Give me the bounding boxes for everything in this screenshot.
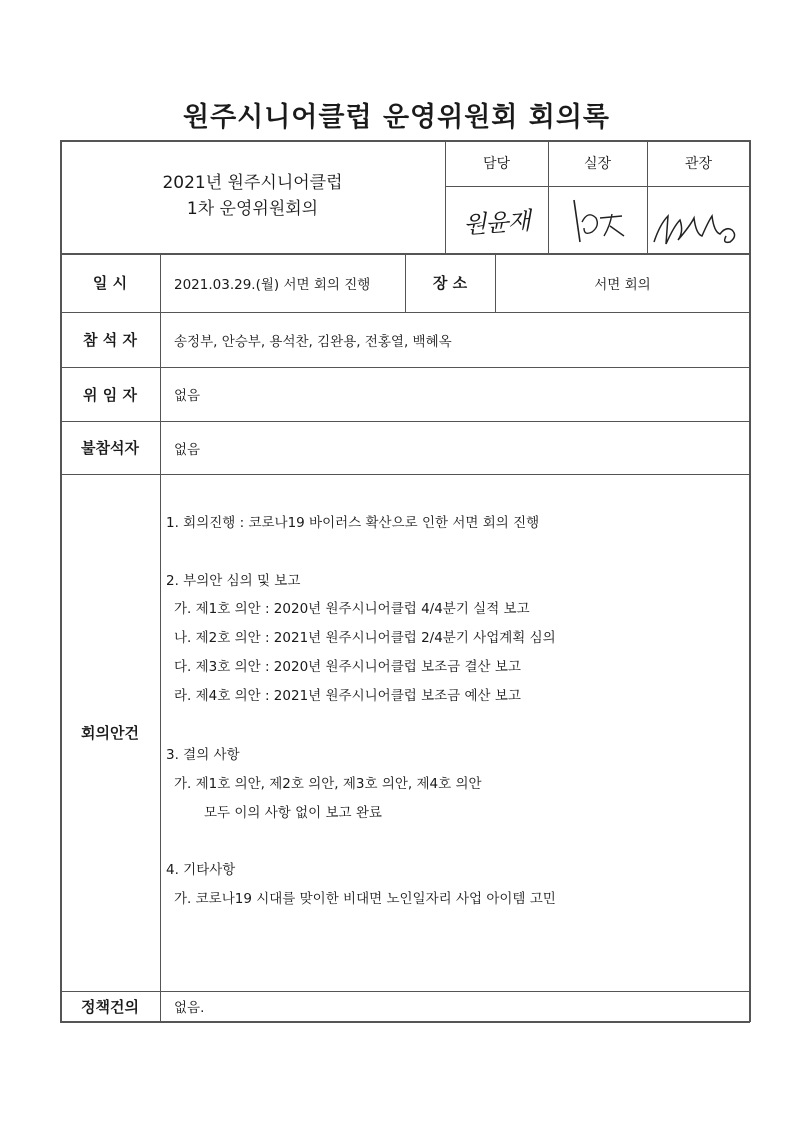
signature-manager (445, 187, 548, 253)
policy-label: 정책건의 (81, 997, 139, 1016)
meeting-header-line2: 1차 운영위원회의 (186, 199, 319, 219)
date-label: 일 시 (92, 274, 128, 292)
document-title: 원주시니어클럽 운영위원회 회의록 (182, 102, 611, 133)
policy-value: 없음. (174, 1000, 205, 1016)
agenda-item-2: 2. 부의안 심의 및 보고 (166, 573, 301, 589)
attendees-value: 송정부, 안승부, 용석찬, 김완용, 전홍열, 백혜옥 (174, 333, 452, 350)
agenda-item-3a: 가. 제1호 의안, 제2호 의안, 제3호 의안, 제4호 의안 (174, 776, 482, 792)
agenda-item-3b: 모두 이의 사항 없이 보고 완료 (204, 805, 382, 821)
agenda-item-2b: 나. 제2호 의안 : 2021년 원주시니어클럽 2/4분기 사업계획 심의 (174, 630, 556, 646)
approval-col-director: 관장 (684, 156, 713, 172)
agenda-item-1: 1. 회의진행 : 코로나19 바이러스 확산으로 인한 서면 회의 진행 (166, 515, 540, 531)
signature-chief-icon (560, 192, 640, 248)
place-value: 서면 회의 (594, 276, 651, 293)
agenda-label: 회의안건 (81, 724, 139, 742)
attendees-label: 참 석 자 (83, 331, 137, 349)
meeting-header-line1: 2021년 원주시니어클럽 (162, 173, 343, 193)
agenda-item-4: 4. 기타사항 (166, 862, 236, 878)
absent-value: 없음 (174, 441, 201, 458)
date-value: 2021.03.29.(월) 서면 회의 진행 (174, 276, 371, 293)
agenda-item-2d: 라. 제4호 의안 : 2021년 원주시니어클럽 보조금 예산 보고 (174, 688, 521, 704)
agenda-item-3: 3. 결의 사항 (166, 747, 240, 763)
place-label: 장 소 (432, 274, 468, 292)
proxy-label: 위 임 자 (83, 385, 137, 404)
agenda-item-4a: 가. 코로나19 시대를 맞이한 비대면 노인일자리 사업 아이템 고민 (174, 891, 556, 907)
signature-manager-name: 원윤재 (462, 206, 531, 239)
signature-director-icon (650, 196, 746, 250)
meeting-header (60, 170, 445, 222)
absent-label: 불참석자 (81, 439, 139, 457)
proxy-value: 없음 (174, 388, 201, 404)
agenda-item-2c: 다. 제3호 의안 : 2020년 원주시니어클럽 보조금 결산 보고 (174, 659, 521, 675)
approval-col-manager: 담당 (482, 156, 511, 172)
approval-col-chief: 실장 (583, 156, 612, 172)
agenda-item-2a: 가. 제1호 의안 : 2020년 원주시니어클럽 4/4분기 실적 보고 (174, 601, 530, 617)
